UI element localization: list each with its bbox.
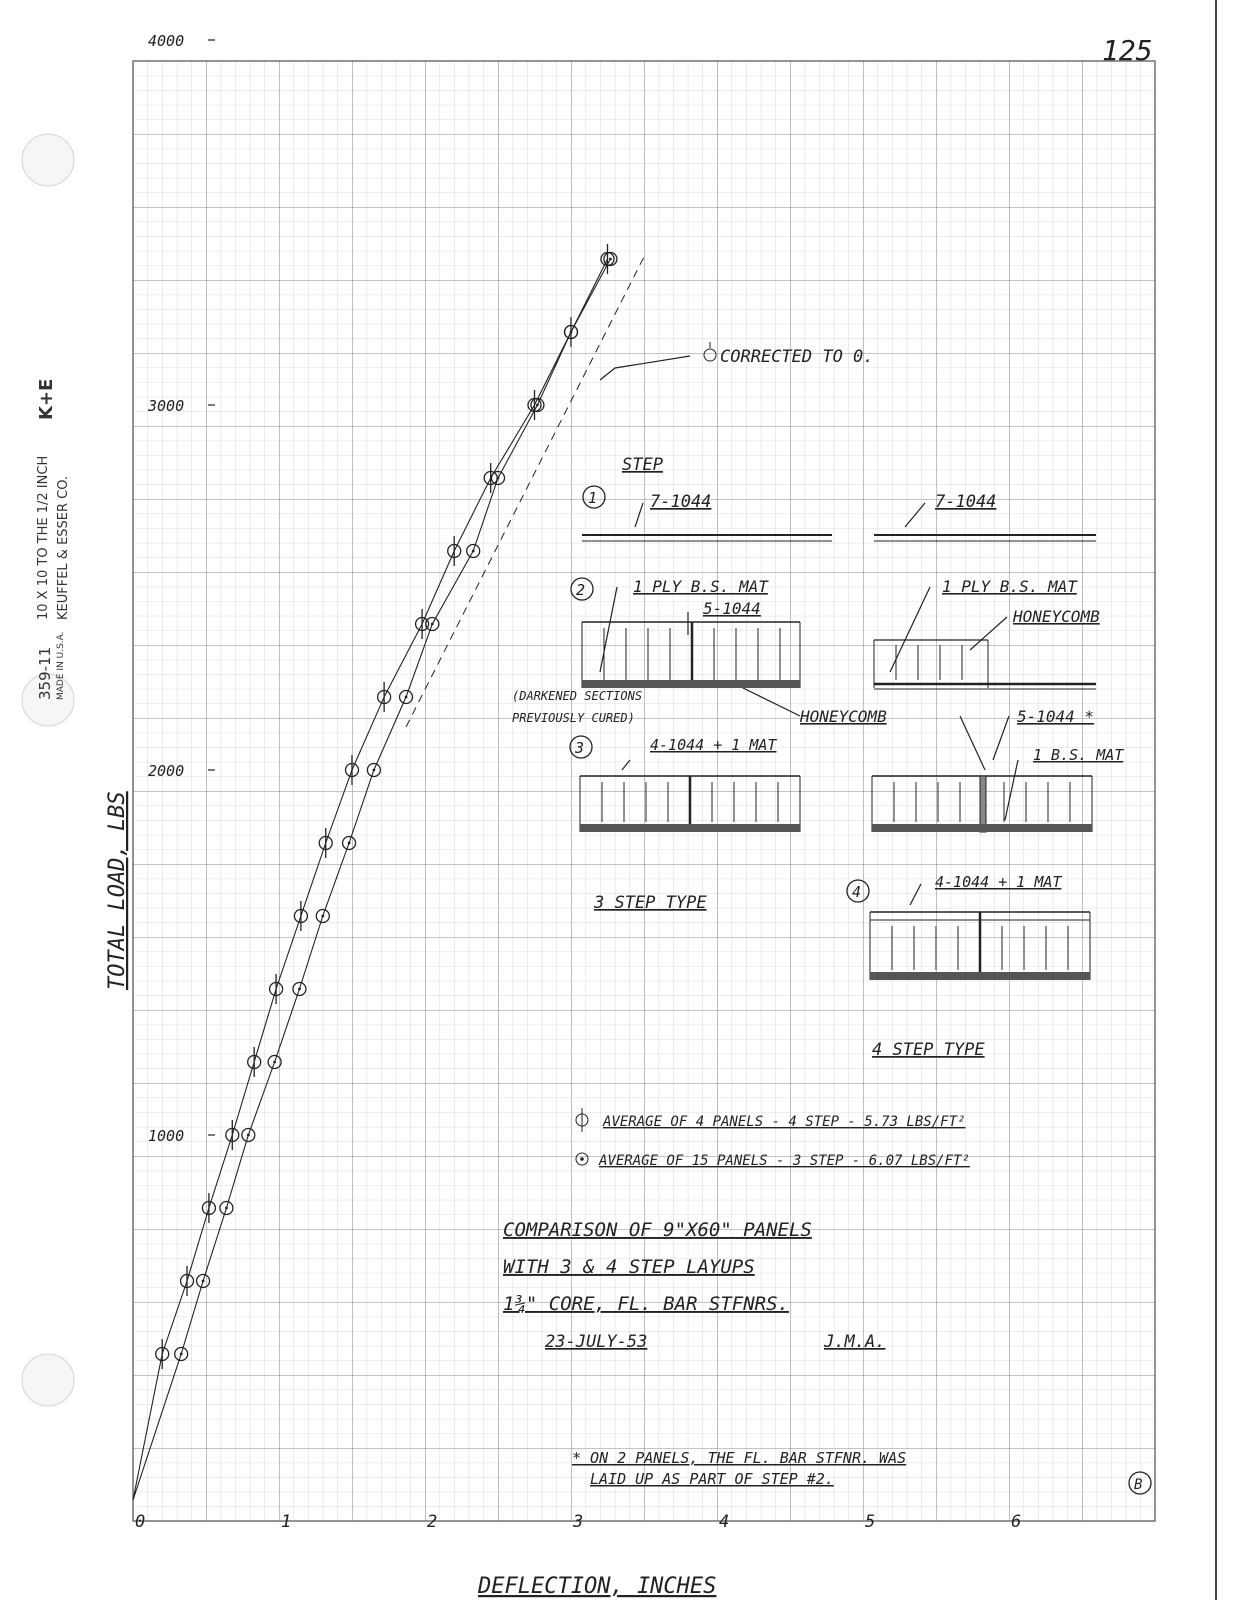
comparison-line2: WITH 3 & 4 STEP LAYUPS xyxy=(503,1256,755,1278)
y-tick-label: 1000 xyxy=(148,1127,185,1145)
step1-number: 1 xyxy=(588,489,598,507)
page-number: 125 xyxy=(1102,34,1153,67)
x-tick-label: 0 xyxy=(135,1512,146,1532)
step4-number: 4 xyxy=(852,883,862,901)
footnote-line1: * ON 2 PANELS, THE FL. BAR STFNR. WAS xyxy=(572,1449,907,1467)
binder-hole xyxy=(22,1354,74,1406)
step-word: STEP xyxy=(622,455,663,475)
margin-made-in: MADE IN U.S.A. xyxy=(56,631,66,700)
legend-text-15-panels: AVERAGE OF 15 PANELS - 3 STEP - 6.07 LBS/FT² xyxy=(599,1153,970,1169)
step3b-mat-label: 1 B.S. MAT xyxy=(1033,746,1124,764)
step2-ply-label: 1 PLY B.S. MAT xyxy=(633,577,768,596)
step3-number: 3 xyxy=(575,739,585,757)
darkened-note-line1: (DARKENED SECTIONS xyxy=(512,689,643,703)
footnote-line2: LAID UP AS PART OF STEP #2. xyxy=(590,1470,834,1488)
step1-label: 7-1044 xyxy=(650,492,712,512)
x-axis-label: DEFLECTION, INCHES xyxy=(478,1574,717,1599)
y-tick-label: 3000 xyxy=(148,397,185,415)
x-tick-label: 2 xyxy=(427,1512,438,1532)
four-step-type-label: 4 STEP TYPE xyxy=(872,1040,985,1060)
darkened-note-line2: PREVIOUSLY CURED) xyxy=(512,711,635,725)
margin-grid: 10 X 10 TO THE 1/2 INCH xyxy=(36,455,51,620)
x-tick-label: 3 xyxy=(573,1512,584,1532)
margin-maker: KEUFFEL & ESSER CO. xyxy=(56,475,71,620)
step3-label: 4-1044 + 1 MAT xyxy=(650,736,777,754)
corner-mark: B xyxy=(1134,1477,1143,1493)
y-tick-label: 2000 xyxy=(148,762,185,780)
margin-brand: K+E xyxy=(36,378,57,420)
comparison-line3: 1¾" CORE, FL. BAR STFNRS. xyxy=(503,1293,789,1315)
x-tick-label: 6 xyxy=(1011,1512,1022,1532)
step2-number: 2 xyxy=(576,581,586,599)
comparison-line1: COMPARISON OF 9"X60" PANELS xyxy=(503,1219,812,1241)
date-label: 23-JULY-53 xyxy=(545,1332,648,1352)
y-axis-label: TOTAL LOAD, LBS xyxy=(105,791,130,990)
step4-label: 4-1044 + 1 MAT xyxy=(935,873,1062,891)
initials-label: J.M.A. xyxy=(824,1332,886,1352)
binder-hole xyxy=(22,134,74,186)
margin-catalog: 359-11 xyxy=(36,646,54,700)
step2b-ply-label: 1 PLY B.S. MAT xyxy=(942,577,1077,596)
step3b-5-label: 5-1044 * xyxy=(1017,707,1095,726)
corrected-annotation: CORRECTED TO 0. xyxy=(720,347,874,367)
step2b-honeycomb-label: HONEYCOMB xyxy=(1013,607,1100,626)
step1b-label: 7-1044 xyxy=(935,492,997,512)
three-step-type-label: 3 STEP TYPE xyxy=(594,893,707,913)
y-tick-label: 4000 xyxy=(148,32,185,50)
x-tick-label: 5 xyxy=(865,1512,876,1532)
honeycomb-label: HONEYCOMB xyxy=(800,707,887,726)
x-tick-label: 4 xyxy=(719,1512,730,1532)
legend-text-4-panels: AVERAGE OF 4 PANELS - 4 STEP - 5.73 LBS/FT² xyxy=(603,1114,966,1130)
x-tick-label: 1 xyxy=(281,1512,292,1532)
step2-5-label: 5-1044 xyxy=(703,599,761,618)
